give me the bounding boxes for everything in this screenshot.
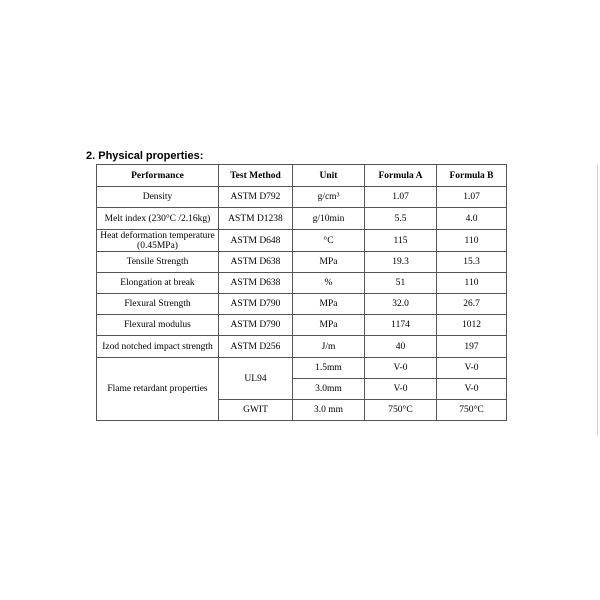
cell-unit: °C bbox=[293, 230, 365, 252]
cell-method-ul94: UL94 bbox=[219, 358, 293, 400]
cell-method: ASTM D790 bbox=[219, 315, 293, 336]
cell-formula-a: 1.07 bbox=[365, 187, 437, 208]
cell-performance: Heat deformation temperature (0.45MPa) bbox=[97, 230, 219, 252]
cell-performance: Tensile Strength bbox=[97, 252, 219, 273]
table-row bbox=[97, 187, 507, 208]
cell-method: ASTM D638 bbox=[219, 252, 293, 273]
cell-method: ASTM D648 bbox=[219, 230, 293, 252]
cell-unit: J/m bbox=[293, 336, 365, 358]
cell-performance: Melt index (230°C /2.16kg) bbox=[97, 208, 219, 230]
cell-formula-b: 750°C bbox=[437, 400, 507, 421]
cell-method: ASTM D792 bbox=[219, 187, 293, 208]
cell-unit: % bbox=[293, 273, 365, 294]
cell-performance: Density bbox=[97, 187, 219, 208]
cell-formula-b: 15.3 bbox=[437, 252, 507, 273]
cell-formula-a: 32.0 bbox=[365, 294, 437, 315]
cell-performance: Elongation at break bbox=[97, 273, 219, 294]
cell-method: ASTM D1238 bbox=[219, 208, 293, 230]
header-formula-b: Formula B bbox=[437, 165, 507, 187]
cell-method: ASTM D790 bbox=[219, 294, 293, 315]
cell-formula-a: 40 bbox=[365, 336, 437, 358]
table-row bbox=[97, 358, 507, 379]
cell-formula-a: V-0 bbox=[365, 379, 437, 400]
cell-formula-a: 51 bbox=[365, 273, 437, 294]
table-row bbox=[97, 294, 507, 315]
cell-performance: Flexural modulus bbox=[97, 315, 219, 336]
cell-formula-a: 115 bbox=[365, 230, 437, 252]
cell-formula-a: 19.3 bbox=[365, 252, 437, 273]
table-row bbox=[97, 315, 507, 336]
cell-formula-a: 1174 bbox=[365, 315, 437, 336]
cell-unit: MPa bbox=[293, 315, 365, 336]
cell-formula-b: 110 bbox=[437, 273, 507, 294]
cell-unit: MPa bbox=[293, 252, 365, 273]
page-edge-line bbox=[597, 165, 598, 435]
cell-formula-a: 750°C bbox=[365, 400, 437, 421]
cell-formula-b: 110 bbox=[437, 230, 507, 252]
cell-unit: g/cm³ bbox=[293, 187, 365, 208]
cell-unit: 3.0mm bbox=[293, 379, 365, 400]
cell-performance: Izod notched impact strength bbox=[97, 336, 219, 358]
cell-unit: MPa bbox=[293, 294, 365, 315]
cell-unit: 1.5mm bbox=[293, 358, 365, 379]
cell-formula-b: 4.0 bbox=[437, 208, 507, 230]
header-row bbox=[97, 165, 507, 187]
cell-unit: g/10min bbox=[293, 208, 365, 230]
cell-method: ASTM D638 bbox=[219, 273, 293, 294]
cell-method-gwit: GWIT bbox=[219, 400, 293, 421]
section-heading: 2. Physical properties: bbox=[86, 150, 204, 162]
table-row bbox=[97, 273, 507, 294]
cell-method: ASTM D256 bbox=[219, 336, 293, 358]
cell-performance: Flexural Strength bbox=[97, 294, 219, 315]
cell-formula-b: 1.07 bbox=[437, 187, 507, 208]
header-formula-a: Formula A bbox=[365, 165, 437, 187]
cell-formula-b: V-0 bbox=[437, 358, 507, 379]
table-row bbox=[97, 252, 507, 273]
table-row bbox=[97, 336, 507, 358]
header-unit: Unit bbox=[293, 165, 365, 187]
cell-formula-b: 1012 bbox=[437, 315, 507, 336]
table-row bbox=[97, 208, 507, 230]
properties-table bbox=[96, 164, 507, 421]
cell-formula-b: V-0 bbox=[437, 379, 507, 400]
cell-formula-a: 5.5 bbox=[365, 208, 437, 230]
cell-performance-flame: Flame retardant properties bbox=[97, 358, 219, 421]
cell-formula-b: 26.7 bbox=[437, 294, 507, 315]
cell-formula-b: 197 bbox=[437, 336, 507, 358]
table-row bbox=[97, 230, 507, 252]
cell-unit: 3.0 mm bbox=[293, 400, 365, 421]
header-performance: Performance bbox=[97, 165, 219, 187]
header-test-method: Test Method bbox=[219, 165, 293, 187]
cell-formula-a: V-0 bbox=[365, 358, 437, 379]
